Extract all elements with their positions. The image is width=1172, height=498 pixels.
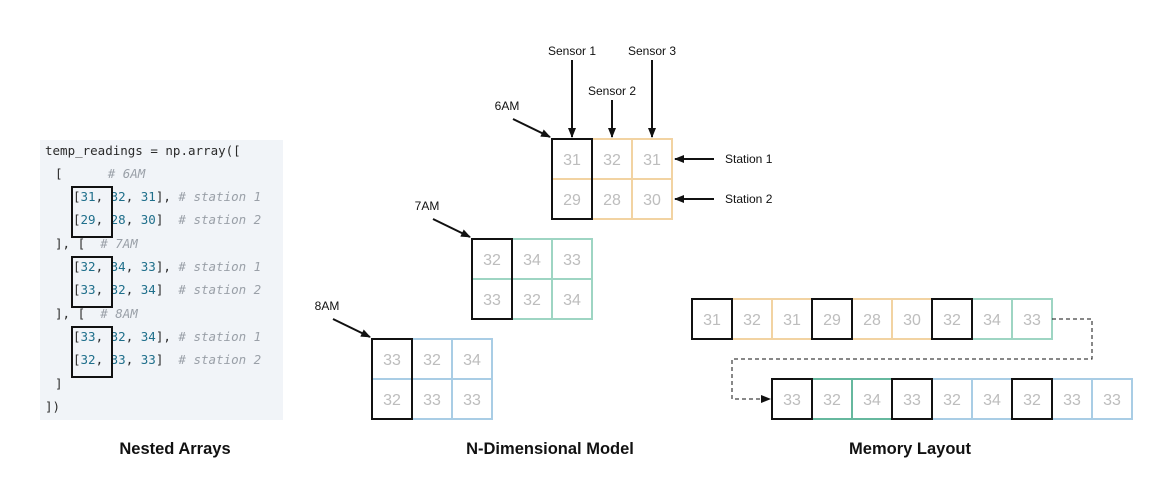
memory-cell-value: 33: [1063, 392, 1081, 409]
time-arrow: [333, 319, 370, 337]
time-arrow: [433, 219, 470, 237]
model-cell-value: 29: [563, 192, 581, 209]
model-cell-value: 30: [643, 192, 661, 209]
memory-cell-value: 33: [903, 392, 921, 409]
memory-cell-value: 30: [903, 312, 921, 329]
sensor-label: Sensor 2: [587, 84, 637, 98]
memory-cell-value: 32: [943, 312, 961, 329]
model-cell-value: 33: [423, 392, 441, 409]
code-row: [29, 28, 30] # station 2: [73, 212, 262, 227]
memory-cell-value: 34: [983, 312, 1001, 329]
memory-cell-value: 34: [863, 392, 881, 409]
title-nested-arrays: Nested Arrays: [119, 440, 231, 458]
model-cell-value: 33: [483, 292, 501, 309]
memory-layout: [692, 299, 1132, 419]
model-cell-value: 32: [383, 392, 401, 409]
model-cell-value: 32: [483, 252, 501, 269]
title-memory-layout: Memory Layout: [849, 440, 971, 458]
code-row: [33, 32, 34], # station 1: [73, 329, 262, 344]
model-cell-value: 31: [643, 152, 661, 169]
memory-cell-value: 32: [823, 392, 841, 409]
title-nd-model: N-Dimensional Model: [466, 440, 634, 458]
code-row: [32, 33, 33] # station 2: [73, 352, 262, 367]
code-block-open: [ # 6AM: [55, 166, 146, 181]
nd-model: [315, 44, 773, 419]
model-cell-value: 28: [603, 192, 621, 209]
memory-cell-value: 29: [823, 312, 841, 329]
memory-cell-value: 32: [943, 392, 961, 409]
code-row: [32, 34, 33], # station 1: [73, 259, 262, 274]
memory-cell-value: 34: [983, 392, 1001, 409]
code-block-comment: # 8AM: [100, 306, 138, 321]
model-cell-value: 33: [463, 392, 481, 409]
memory-cell-value: 33: [1103, 392, 1121, 409]
station-label: Station 1: [725, 152, 773, 166]
code-block-comment: # 7AM: [100, 236, 138, 251]
memory-cell-value: 31: [783, 312, 801, 329]
code-row: [31, 32, 31], # station 1: [73, 189, 262, 204]
code-row: [33, 32, 34] # station 2: [73, 282, 262, 297]
sensor-label: Sensor 3: [627, 44, 677, 58]
code-close-bracket: ]: [55, 376, 63, 391]
code-block-open: ], [ # 7AM: [55, 236, 138, 251]
memory-cell-value: 28: [863, 312, 881, 329]
memory-cell-value: 32: [743, 312, 761, 329]
station-label: Station 2: [725, 192, 773, 206]
model-cell-value: 33: [383, 352, 401, 369]
code-end: ]): [45, 399, 61, 414]
model-cell-value: 34: [463, 352, 481, 369]
model-cell-value: 32: [423, 352, 441, 369]
model-cell-value: 34: [563, 292, 581, 309]
model-cell-value: 34: [523, 252, 541, 269]
memory-cell-value: 33: [783, 392, 801, 409]
code-block-comment: # 6AM: [107, 166, 146, 181]
time-label: 8AM: [314, 299, 340, 313]
time-label: 7AM: [414, 199, 440, 213]
time-label: 6AM: [494, 99, 520, 113]
model-cell-value: 32: [603, 152, 621, 169]
sensor-label: Sensor 1: [547, 44, 597, 58]
model-cell-value: 32: [523, 292, 541, 309]
code-header: temp_readings = np.array([: [45, 143, 241, 158]
time-arrow: [513, 119, 550, 137]
memory-cell-value: 33: [1023, 312, 1041, 329]
memory-cell-value: 31: [703, 312, 721, 329]
model-cell-value: 31: [563, 152, 581, 169]
code-block-open: ], [ # 8AM: [55, 306, 138, 321]
model-cell-value: 33: [563, 252, 581, 269]
memory-cell-value: 32: [1023, 392, 1041, 409]
